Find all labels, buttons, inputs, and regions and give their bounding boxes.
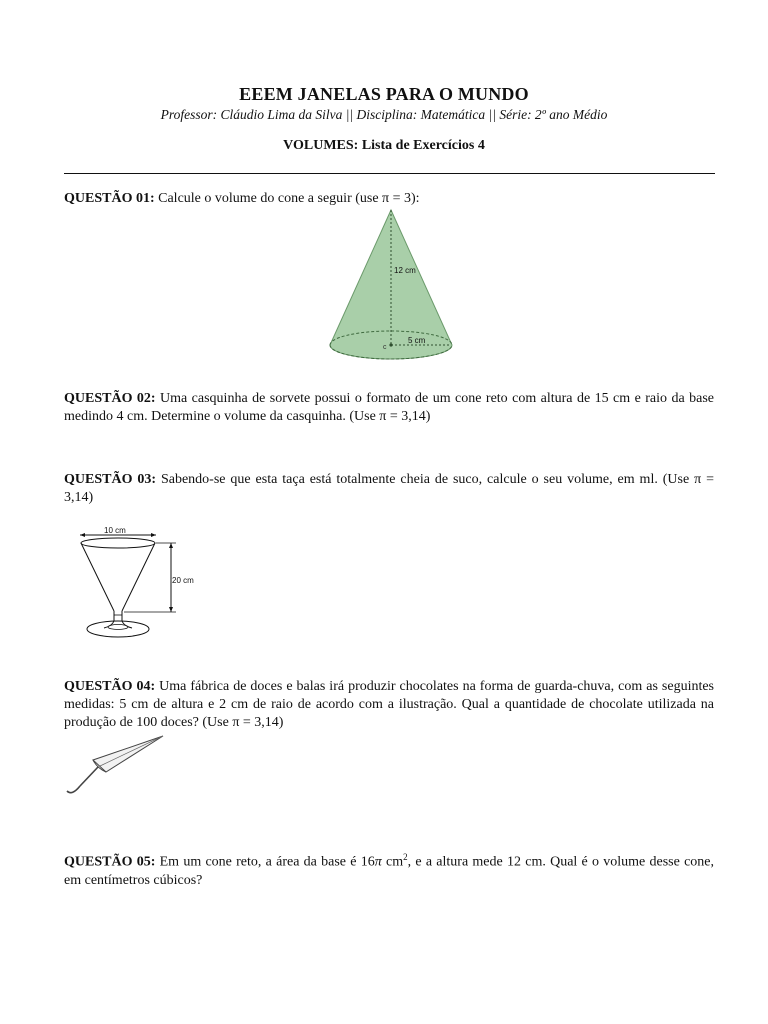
school-name: EEEM JANELAS PARA O MUNDO xyxy=(239,84,529,104)
question-label: QUESTÃO 05: xyxy=(64,854,156,870)
glass-illustration xyxy=(74,526,204,644)
umbrella-illustration xyxy=(62,732,172,804)
unit-text: cm xyxy=(381,854,404,870)
umbrella-canopy xyxy=(93,736,163,772)
unit-exponent: 2 xyxy=(403,852,408,862)
glass-base xyxy=(87,621,149,637)
glass-height-label: 20 cm xyxy=(172,576,194,585)
cone-radius-label: 5 cm xyxy=(408,336,426,345)
question-05 xyxy=(64,848,714,890)
question-03 xyxy=(64,471,714,507)
header-divider xyxy=(64,173,715,174)
pi-symbol: π xyxy=(374,854,382,870)
question-text: Sabendo-se que esta taça está totalmente cheia de suco, calcule o seu volume, em ml. (Use π = 3,14) xyxy=(64,472,714,505)
question-04 xyxy=(64,678,714,732)
professor-line: Professor: Cláudio Lima da Silva || Disciplina: Matemática || Série: 2º ano Médio xyxy=(160,107,608,122)
cone-center-dot xyxy=(389,343,392,346)
glass-rim xyxy=(81,538,155,548)
question-text: Uma fábrica de doces e balas irá produzir chocolates na forma de guarda-chuva, com as seguintes medidas: 5 cm de altura e 2 cm de raio de acordo com a ilustração. Qual a quantidade de chocolate utilizada na produção de 100 doces? (Use π = 3,14) xyxy=(64,679,715,730)
question-label: QUESTÃO 02: xyxy=(64,391,156,406)
umbrella-handle xyxy=(80,767,98,786)
question-label: QUESTÃO 01: xyxy=(64,191,155,206)
question-label: QUESTÃO 03: xyxy=(64,472,157,487)
page-header xyxy=(0,84,768,154)
question-text-end: , e a altura mede 12 cm. Qual é o volume desse cone, em centímetros cúbicos? xyxy=(64,854,714,888)
question-text-start: Em um cone reto, a área da base é 16 xyxy=(155,854,375,870)
question-label: QUESTÃO 04: xyxy=(64,679,156,694)
question-text: Uma casquinha de sorvete possui o formato de um cone reto com altura de 15 cm e raio da base medindo 4 cm. Determine o volume da casquinha. (Use π = 3,14) xyxy=(64,391,714,424)
glass-diameter-label: 10 cm xyxy=(104,526,126,535)
cone-body xyxy=(330,210,452,359)
cone-illustration xyxy=(326,206,458,360)
question-text: Calcule o volume do cone a seguir (use π = 3): xyxy=(154,191,420,206)
cone-height-label: 12 cm xyxy=(394,266,416,275)
question-02 xyxy=(64,390,714,426)
list-title: VOLUMES: Lista de Exercícios 4 xyxy=(283,138,485,153)
cone-center-label: c xyxy=(383,344,387,351)
